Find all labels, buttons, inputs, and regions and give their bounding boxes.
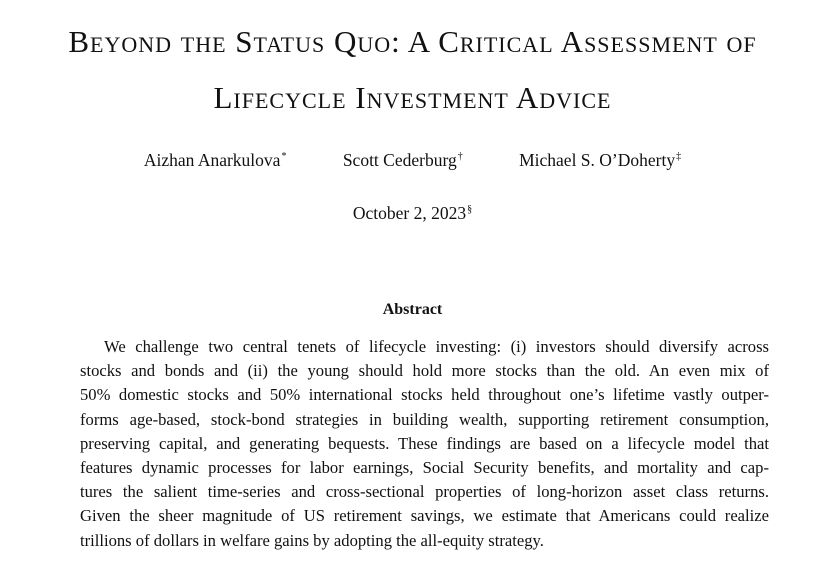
author-footnote-mark[interactable]: * <box>281 151 287 162</box>
abstract-body <box>80 335 769 553</box>
abstract-heading: Abstract <box>382 301 443 318</box>
date-footnote-mark[interactable]: § <box>467 204 473 215</box>
author-2 <box>343 150 463 171</box>
date-text: October 2, 2023 <box>352 203 467 223</box>
abstract-line: features dynamic processes for labor earnings, Social Security benefits, and mortality and cap- <box>80 458 769 478</box>
abstract-line: preserving capital, and generating bequests. These findings are based on a lifecycle model that <box>80 433 769 453</box>
paper-title-line-2: Lifecycle Investment Advice <box>213 80 612 115</box>
publication-date <box>0 203 825 224</box>
abstract-line: 50% domestic stocks and 50% international stocks held throughout one’s lifetime vastly outper- <box>80 385 769 405</box>
author-3 <box>519 150 681 171</box>
author-list <box>0 150 825 171</box>
abstract-line: stocks and bonds and (ii) the young should hold more stocks than the old. An even mix of <box>80 361 769 381</box>
author-name: Aizhan Anarkulova <box>143 150 281 170</box>
abstract-line: We challenge two central tenets of lifecycle investing: (i) investors should diversify across <box>104 337 769 356</box>
author-1 <box>144 150 287 171</box>
author-name: Scott Cederburg <box>342 150 457 170</box>
author-footnote-mark[interactable]: ‡ <box>676 151 682 162</box>
author-footnote-mark[interactable]: † <box>457 151 463 162</box>
paper-title-line-1: Beyond the Status Quo: A Critical Assessment of <box>68 24 757 59</box>
author-name: Michael S. O’Doherty <box>519 150 676 170</box>
abstract-line: Given the sheer magnitude of US retirement savings, we estimate that Americans could realize <box>80 506 769 526</box>
abstract-line: forms age-based, stock-bond strategies in building wealth, supporting retirement consumption, <box>80 409 769 429</box>
abstract-line: tures the salient time-series and cross-sectional properties of long-horizon asset class returns. <box>80 482 769 502</box>
abstract-line: trillions of dollars in welfare gains by adopting the all-equity strategy. <box>80 530 544 550</box>
